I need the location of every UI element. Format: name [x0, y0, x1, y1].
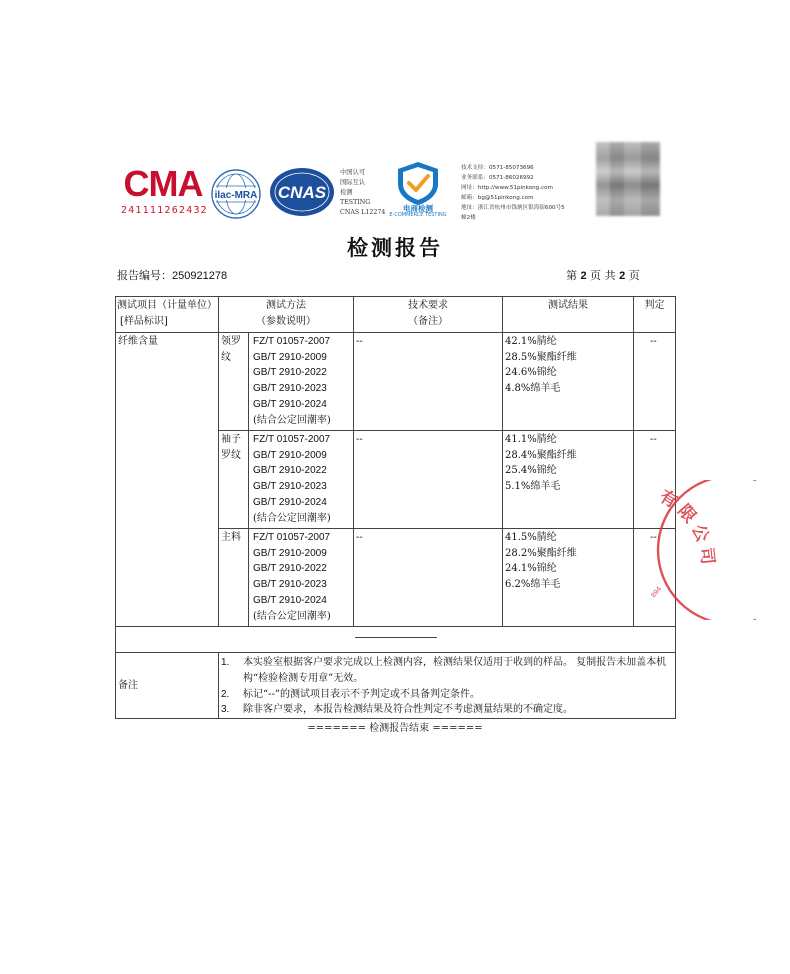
- method-list: FZ/T 01057-2007 GB/T 2910-2009 GB/T 2910-2022 GB/T 2910-2023 GB/T 2910-2024 (结合公定回潮率): [253, 434, 331, 524]
- contact-line: 地址：浙江省杭州市钱塘区银海街600号5: [461, 205, 565, 211]
- svg-text:CMA: CMA: [123, 163, 203, 203]
- ilac-mra-logo-icon: [210, 168, 262, 220]
- method-list: FZ/T 01057-2007 GB/T 2910-2009 GB/T 2910-2022 GB/T 2910-2023 GB/T 2910-2024 (结合公定回潮率): [253, 532, 331, 622]
- svg-text:CNAS: CNAS: [277, 183, 327, 202]
- report-title: 检测报告: [347, 235, 443, 260]
- page-indicator: 第 2 页 共 2 页: [566, 269, 640, 282]
- cma-code: 241111262432: [121, 205, 208, 216]
- table-divider: [218, 430, 676, 431]
- contact-info: [461, 163, 593, 223]
- contact-line: 业务联系：0571-86026992: [461, 175, 534, 181]
- table-divider: [248, 332, 249, 627]
- company-seal-stamp-icon: [636, 480, 756, 620]
- cnas-logo-icon: [268, 165, 336, 219]
- end-rule: [355, 637, 437, 638]
- requirement-value: --: [356, 336, 363, 347]
- table-divider: [633, 296, 634, 627]
- verdict-value: --: [650, 532, 657, 543]
- table-divider: [115, 652, 676, 653]
- requirement-value: --: [356, 434, 363, 445]
- sample-part-name: 主料: [221, 532, 241, 543]
- contact-line: 幢2楼: [461, 215, 476, 221]
- cma-mark-icon: [121, 163, 205, 203]
- table-divider: [115, 332, 676, 333]
- remark-item: 1. 本实验室根据客户要求完成以上检测内容，检测结果仅适用于收到的样品。 复制报告未加盖本机构“检验检测专用章”无效。: [221, 657, 667, 684]
- result-list: 41.5%腈纶 28.2%聚酯纤维 24.1%锦纶 6.2%绵羊毛: [505, 532, 577, 591]
- table-divider: [218, 528, 676, 529]
- blurred-qr-code: [596, 142, 660, 216]
- cma-logo: [121, 163, 208, 221]
- svg-text:ilac-MRA: ilac-MRA: [214, 190, 258, 201]
- remarks-list: [221, 655, 676, 718]
- ecommerce-testing-shield-icon: [392, 160, 444, 206]
- table-divider: [218, 296, 219, 627]
- ecommerce-label-cn: 电商检测: [403, 204, 433, 213]
- sample-part-name: 袖子 罗纹: [221, 434, 241, 461]
- method-list: FZ/T 01057-2007 GB/T 2910-2009 GB/T 2910-2022 GB/T 2910-2023 GB/T 2910-2024 (结合公定回潮率): [253, 336, 331, 426]
- remark-item: 2. 标记“--”的测试项目表示不予判定或不具备判定条件。: [221, 688, 480, 700]
- contact-line: 技术支持：0571-85073696: [461, 165, 534, 171]
- svg-text:有限公司: 有限公司: [655, 486, 718, 571]
- cnas-caption: 中国认可 国际互认 检测 TESTING CNAS L12274: [340, 169, 386, 216]
- verdict-value: --: [650, 434, 657, 445]
- header-verdict: 判定: [644, 300, 665, 311]
- table-divider: [502, 296, 503, 627]
- contact-line: 邮箱：bg@51pinkong.com: [461, 195, 534, 201]
- table-divider: [353, 296, 354, 627]
- remarks-label: 备注: [118, 680, 138, 691]
- table-border: [115, 296, 676, 297]
- ecommerce-label-en: E-COMMERCE TESTING: [389, 212, 447, 218]
- sample-part-name: 领罗 纹: [221, 336, 241, 363]
- remark-item: 3. 除非客户要求，本报告检测结果及符合性判定不考虑测量结果的不确定度。: [221, 704, 573, 716]
- verdict-value: --: [650, 336, 657, 347]
- report-end-marker: ======= 检测报告结束 ======: [307, 723, 483, 734]
- header-item: 测试项目（计量单位） [样品标识]: [117, 300, 217, 327]
- result-list: 42.1%腈纶 28.5%聚酯纤维 24.6%锦纶 4.8%绵羊毛: [505, 336, 577, 395]
- report-number: 报告编号：250921278: [117, 269, 228, 282]
- header-method: 测试方法 （参数说明）: [256, 300, 316, 327]
- requirement-value: --: [356, 532, 363, 543]
- table-border: [115, 296, 116, 719]
- table-divider: [218, 652, 219, 719]
- table-divider: [115, 626, 676, 627]
- result-list: 41.1%腈纶 28.4%聚酯纤维 25.4%锦纶 5.1%绵羊毛: [505, 434, 577, 493]
- contact-line: 网址：http://www.51pinkong.com: [461, 185, 553, 191]
- test-item-name: 纤维含量: [118, 336, 158, 347]
- header-result: 测试结果: [548, 300, 588, 311]
- svg-text:894: 894: [650, 585, 664, 600]
- header-requirement: 技术要求 （备注）: [408, 300, 448, 327]
